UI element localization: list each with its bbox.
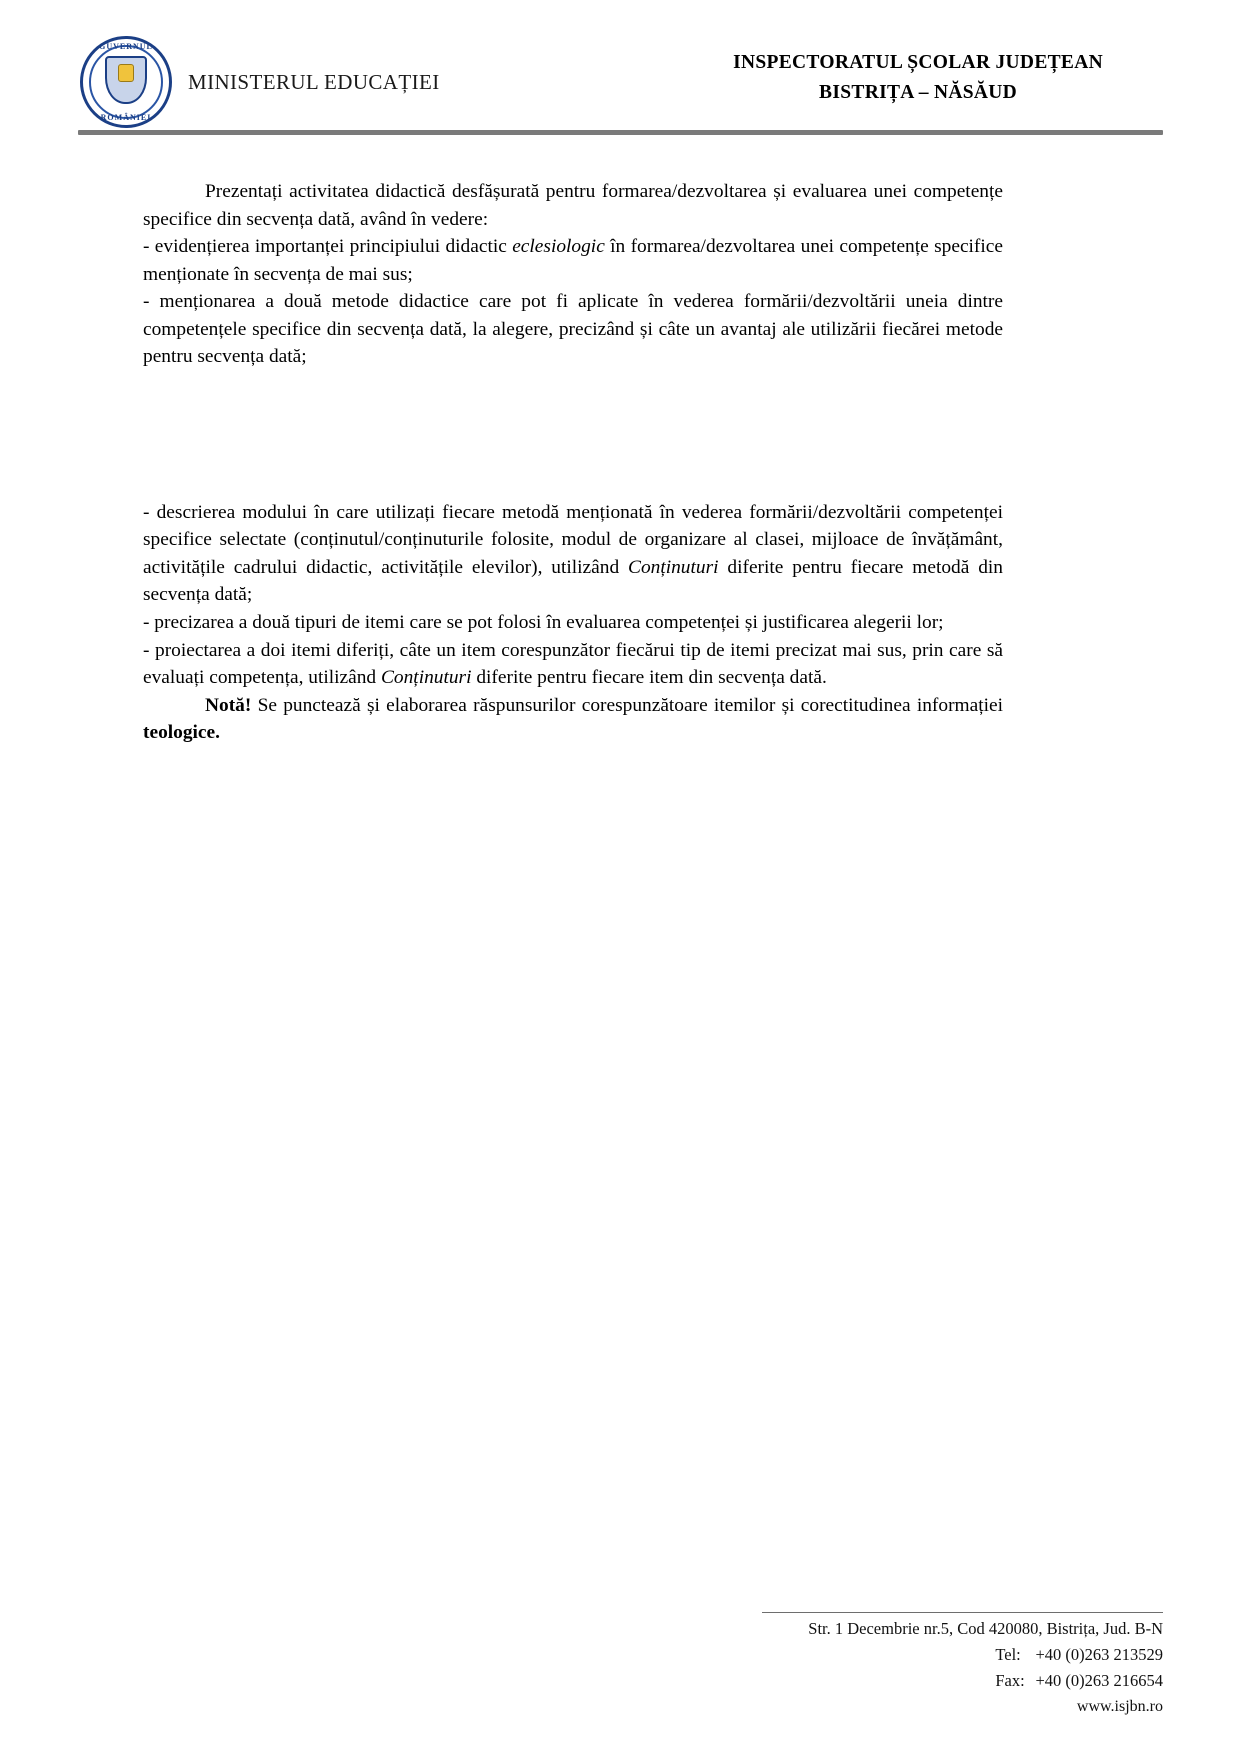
document-header <box>78 20 1163 130</box>
bullet-3-pre: - descrierea modului în care utilizați fiecare metodă menționată în vederea formării/dezvoltării competenței specifice selectate (conținutul/conținuturile folosite, modul de organizare al clasei, mijloace de învățământ, activitățile cadrului didactic, activitățile elevilor), utilizând <box>143 501 1003 578</box>
note-label: Notă! <box>205 694 252 716</box>
ministry-name: MINISTERUL EDUCAȚIEI <box>188 69 440 94</box>
footer-website[interactable]: www.isjbn.ro <box>1076 1698 1163 1716</box>
footer-fax-value: +40 (0)263 216654 <box>1035 1671 1163 1691</box>
footer-divider <box>762 1612 1163 1613</box>
footer-phone-value: +40 (0)263 213529 <box>1035 1645 1163 1665</box>
bullet-1-emphasis: eclesiologic <box>512 236 605 258</box>
note-text: Se punctează și elaborarea răspunsurilor corespunzătoare itemilor și corectitudinea informației <box>251 694 1003 716</box>
bullet-5-emphasis: Conținuturi <box>380 667 472 689</box>
crest-top-text: GUVERNUL <box>99 42 153 51</box>
paragraph-bullet-4: - precizarea a două tipuri de itemi care se pot folosi în evaluarea competenței și justificarea alegerii lor; <box>143 612 944 634</box>
header-left-block <box>78 20 440 130</box>
bullet-5-post: diferite pentru fiecare item din secvența dată. <box>471 667 827 689</box>
institution-line-1: INSPECTORATUL ȘCOLAR JUDEȚEAN <box>733 52 1103 73</box>
footer-fax-label: Fax: <box>995 1671 1025 1691</box>
institution-block <box>733 20 1163 108</box>
footer-address: Str. 1 Decembrie nr.5, Cod 420080, Bistrița, Jud. B-N <box>808 1619 1163 1638</box>
paragraph-bullet-1 <box>143 233 1003 288</box>
romania-coat-of-arms-icon <box>78 34 174 130</box>
paragraph-bullet-2: - menționarea a două metode didactice care pot fi aplicate în vederea formării/dezvoltării uneia dintre competențele specifice din secvența dată, la alegere, precizând și câte un avantaj ale utilizării fiecărei metode pentru secvența dată; <box>143 291 1003 368</box>
bullet-1-pre: - evidențierea importanței principiului didactic <box>143 236 513 258</box>
document-body <box>143 178 1003 747</box>
paragraph-intro: Prezentați activitatea didactică desfășurată pentru formarea/dezvoltarea și evaluarea unei competențe specifice din secvența dată, având în vedere: <box>143 181 1003 230</box>
document-footer <box>683 1616 1163 1719</box>
paragraph-note <box>143 692 1003 747</box>
paragraph-bullet-5 <box>143 637 1003 692</box>
footer-phone-row <box>683 1642 1163 1668</box>
bullet-3-emphasis: Conținuturi <box>628 556 719 578</box>
bullet-3-post: diferite pentru fiecare metodă din secvența dată; <box>143 556 1003 606</box>
footer-fax-row <box>683 1668 1163 1694</box>
answer-space <box>143 371 1003 499</box>
institution-line-2: BISTRIȚA – NĂSĂUD <box>819 82 1018 104</box>
note-bold-end: teologice. <box>143 722 220 744</box>
paragraph-bullet-3 <box>143 499 1003 609</box>
header-divider <box>78 130 1163 135</box>
bullet-5-pre: - proiectarea a doi itemi diferiți, câte un item corespunzător fiecărui tip de itemi precizat mai sus, prin care să evaluați competența, utilizând <box>143 639 1003 689</box>
bullet-1-post: în formarea/dezvoltarea unei competențe specifice menționate în secvența de mai sus; <box>143 236 1003 285</box>
footer-phone-label: Tel: <box>995 1645 1021 1665</box>
crest-bottom-text: ROMÂNIEI <box>100 113 152 122</box>
